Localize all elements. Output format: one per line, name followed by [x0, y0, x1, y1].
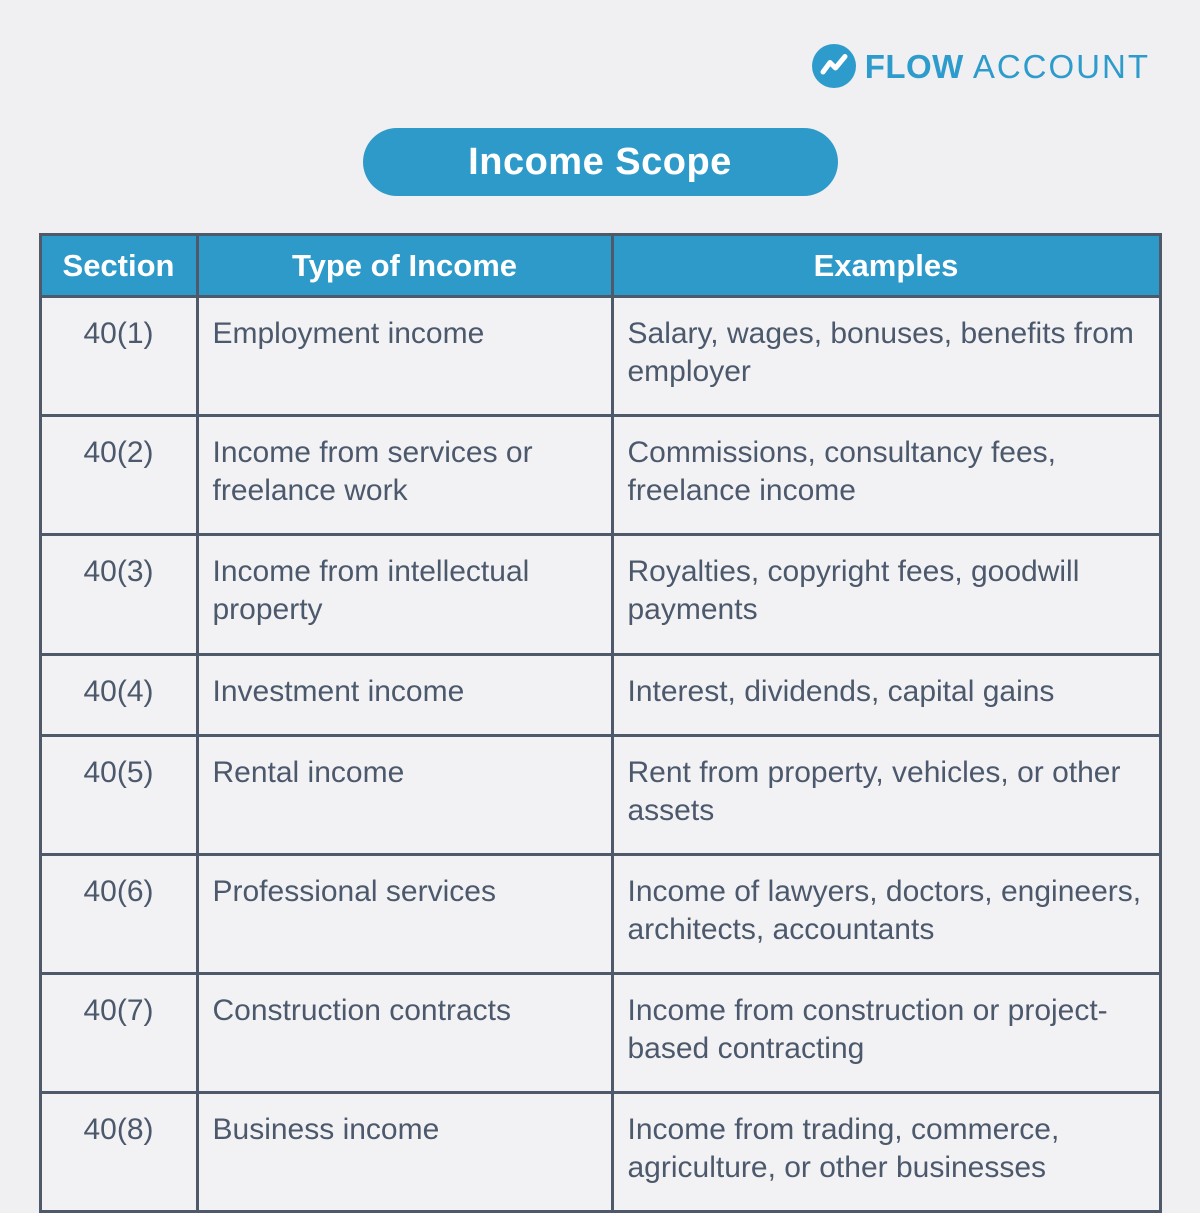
brand-name-account: ACCOUNT	[972, 47, 1150, 85]
cell-examples: Salary, wages, bonuses, benefits from employer	[612, 297, 1160, 416]
cell-examples: Income of lawyers, doctors, engineers, architects, accountants	[612, 854, 1160, 973]
table-header-row	[40, 235, 1160, 297]
cell-section: 40(1)	[40, 297, 197, 416]
table-row	[40, 654, 1160, 735]
table-row	[40, 1093, 1160, 1212]
header-examples: Examples	[612, 235, 1160, 297]
cell-section: 40(3)	[40, 535, 197, 654]
cell-examples: Rent from property, vehicles, or other assets	[612, 735, 1160, 854]
table-row	[40, 854, 1160, 973]
cell-examples: Income from trading, commerce, agriculture, or other businesses	[612, 1093, 1160, 1212]
header-type-of-income: Type of Income	[197, 235, 612, 297]
cell-examples: Income from construction or project-based contracting	[612, 974, 1160, 1093]
cell-type: Construction contracts	[197, 974, 612, 1093]
table-row	[40, 974, 1160, 1093]
cell-type: Rental income	[197, 735, 612, 854]
cell-examples: Commissions, consultancy fees, freelance income	[612, 416, 1160, 535]
income-scope-table	[39, 233, 1162, 1213]
cell-type: Professional services	[197, 854, 612, 973]
cell-section: 40(7)	[40, 974, 197, 1093]
page-title: Income Scope	[468, 140, 732, 183]
header-section: Section	[40, 235, 197, 297]
cell-type: Employment income	[197, 297, 612, 416]
cell-section: 40(2)	[40, 416, 197, 535]
cell-examples: Royalties, copyright fees, goodwill payments	[612, 535, 1160, 654]
brand-header	[0, 0, 1200, 88]
page-title-pill	[363, 128, 838, 196]
flowaccount-logo	[812, 44, 1150, 88]
table-row	[40, 297, 1160, 416]
cell-section: 40(4)	[40, 654, 197, 735]
brand-name-flow: FLOW	[864, 47, 964, 85]
flowaccount-chart-icon	[812, 44, 856, 88]
cell-section: 40(8)	[40, 1093, 197, 1212]
table-row	[40, 535, 1160, 654]
table-row	[40, 735, 1160, 854]
cell-section: 40(6)	[40, 854, 197, 973]
cell-examples: Interest, dividends, capital gains	[612, 654, 1160, 735]
cell-section: 40(5)	[40, 735, 197, 854]
cell-type: Investment income	[197, 654, 612, 735]
table-row	[40, 416, 1160, 535]
cell-type: Business income	[197, 1093, 612, 1212]
cell-type: Income from services or freelance work	[197, 416, 612, 535]
cell-type: Income from intellectual property	[197, 535, 612, 654]
